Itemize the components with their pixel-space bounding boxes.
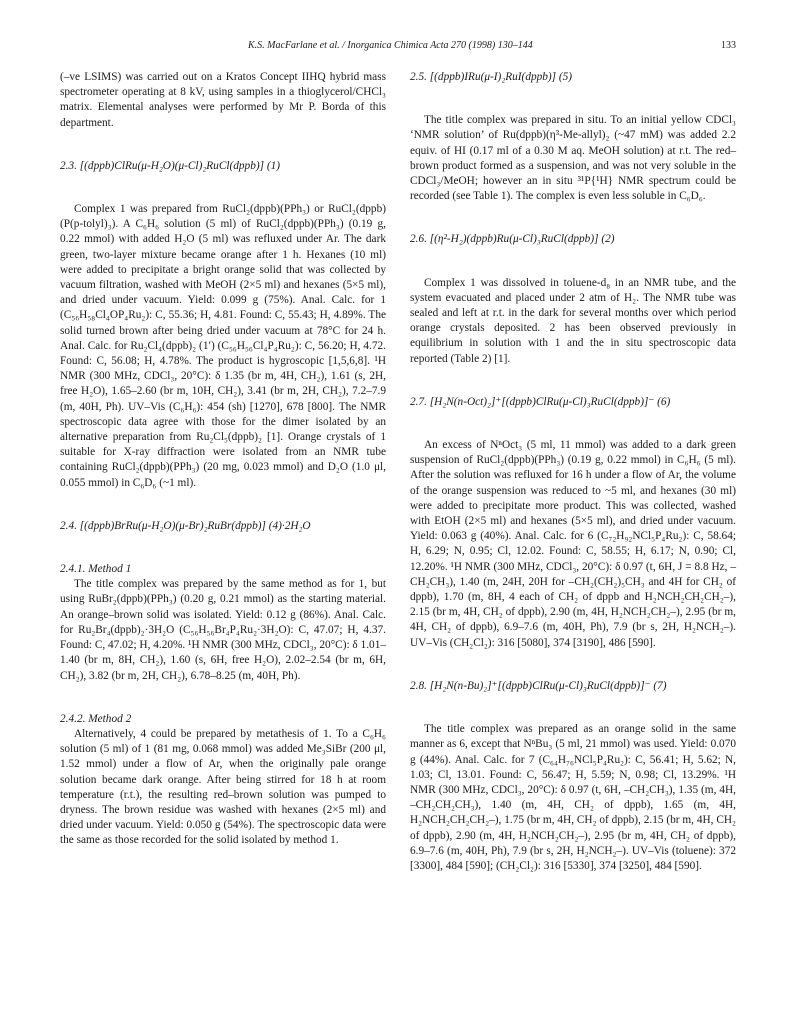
section-2-7-paragraph: An excess of NⁿOct₃ (5 ml, 11 mmol) was added to a dark green suspension of RuCl₂(dppb)(PPh₃) (0.19 g, 0.22 mmol) in C₆H₆ (5 ml). After the solution was refluxed for 16 h under a flow of Ar, the volume of the orange suspension was reduced to ~5 ml, and hexanes (30 ml) were added to precipitate more product. This was collected, washed with EtOH (2×5 ml) and hexanes (5×5 ml), and dried under vacuum. Yield: 0.063 g (40%). Anal. Calc. for 6 (C₇₂H₉₂NCl₅P₄Ru₂): C, 58.64; H, 6.29; N, 0.95; Cl, 12.02. Found: C, 58.55; H, 6.17; N, 0.90; Cl, 12.20%. ¹H NMR (300 MHz, CDCl₃, 20°C): δ 0.97 (t, 6H, J = 8.8 Hz, –CH₂CH₃), 1.40 (m, 24H, 20H for –CH₂(CH₂)₅CH₃ and 4H for CH₂ of dppb), 1.70 (m, 8H, 4 each of CH₂ of dppb and H₂NCH₂CH₂CH₂–), 2.15 (br m, 4H, CH₂ of dppb), 2.90 (m, 4H, H₂NCH₂CH₂–), 2.95 (br m, 4H, CH₂ of dppb), 6.9–7.6 (m, 40H, Ph), 7.9 (br s, 2H, H₂NCH₂–). UV–Vis (CH₂Cl₂): 316 [5080], 374 [3190], 486 [590]. (410, 439, 736, 649)
section-heading-2-6: 2.6. [(η²-H₂)(dppb)Ru(μ-Cl)₃RuCl(dppb)] (2) (410, 233, 615, 246)
left-column (60, 70, 386, 849)
page-number: 133 (721, 40, 736, 51)
intro-paragraph: (–ve LSIMS) was carried out on a Kratos Concept IIHQ hybrid mass spectrometer operating at 8 kV, using samples in a thioglycerol/CHCl₃ matrix. Elemental analyses were performed by Mr P. Borda of this department. (60, 71, 386, 129)
section-heading-2-3: 2.3. [(dppb)ClRu(μ-H₂O)(μ-Cl)₂RuCl(dppb)] (1) (60, 159, 280, 172)
section-2-8-paragraph: The title complex was prepared as an orange solid in the same manner as 6, except that NⁿBu₃ (5 ml, 21 mmol) was used. Yield: 0.070 g (44%). Anal. Calc. for 7 (C₆₄H₇₆NCl₅P₄Ru₂): C, 56.41; H, 5.62; N, 1.03; Cl, 13.01. Found: C, 56.47; H, 5.59; N, 0.98; Cl, 13.29%. ¹H NMR (300 MHz, CDCl₃, 20°C): δ 0.97 (t, 6H, –CH₂CH₃), 1.35 (m, 4H, –CH₂CH₂CH₃), 1.40 (m, 4H, CH₂ of dppb), 1.65 (m, 4H, H₂NCH₂CH₂CH₂–), 1.75 (br m, 4H, CH₂ of dppb), 2.15 (br m, 4H, CH₂ of dppb), 2.90 (m, 4H, H₂NCH₂CH₂–), 2.95 (br m, 4H, CH₂ of dppb), 6.9–7.6 (m, 40H, Ph), 7.9 (br s, 2H, H₂NCH₂–). UV–Vis (toluene): 372 [3300], 484 [590]; (CH₂Cl₂): 316 [5330], 374 [3250], 484 [590]. (410, 723, 736, 872)
section-2-6-paragraph: Complex 1 was dissolved in toluene-d₈ in an NMR tube, and the system evacuated and placed under 2 atm of H₂. The NMR tube was sealed and left at r.t. in the dark for several months over which period orange crystals deposited. 2 has been observed previously in equilibrium in solution with 1 and the in situ spectroscopic data reported (Table 2) [1]. (410, 276, 736, 365)
subsection-heading-2-4-2: 2.4.2. Method 2 (60, 712, 132, 725)
running-title: K.S. MacFarlane et al. / Inorganica Chimica Acta 270 (1998) 130–144 (248, 40, 533, 51)
section-heading-2-8: 2.8. [H₂N(n-Bu)₂]⁺[(dppb)ClRu(μ-Cl)₃RuCl(dppb)]⁻ (7) (410, 679, 667, 692)
method1-paragraph: The title complex was prepared by the same method as for 1, but using RuBr₂(dppb)(PPh₃) (0.20 g, 0.21 mmol) as the starting material. An orange–brown solid was isolated. Yield: 0.12 g (86%). Anal. Calc. for Ru₂Br₄(dppb)₂·3H₂O (C₅₆H₅₆Br₄P₄Ru₂·3H₂O): C, 47.07; H, 4.37. Found: C, 47.02; H, 4.20%. ¹H NMR (300 MHz, CDCl₃, 20°C): δ 1.01–1.40 (br m, 8H, CH₂), 1.60 (s, 6H, free H₂O), 2.02–2.54 (br m, 6H, CH₂), 3.82 (br m, 2H, CH₂), 6.78–8.25 (m, 40H, Ph). (60, 578, 386, 682)
section-2-3-paragraph: Complex 1 was prepared from RuCl₂(dppb)(PPh₃) or RuCl₂(dppb)(P(p-tolyl)₃). A C₆H₆ solution (5 ml) of RuCl₂(dppb)(PPh₃) (0.19 g, 0.22 mmol) with added H₂O (5 ml) was refluxed under Ar. The dark green, two-layer mixture became orange after 1 h. Hexanes (10 ml) were added to precipitate a bright orange solid that was collected by vacuum filtration, washed with MeOH (2×5 ml) and hexanes (5×5 ml), and dried under vacuum. Yield: 0.099 g (75%). Anal. Calc. for 1 (C₅₆H₅₈Cl₄OP₄Ru₂): C, 55.36; H, 4.81. Found: C, 55.43; H, 4.89%. The solid turned brown after being dried under vacuum at 78°C for 24 h. Anal. Calc. for Ru₂Cl₄(dppb)₂ (1′) (C₅₆H₅₆Cl₄P₄Ru₂): C, 56.20; H, 4.72. Found: C, 56.08; H, 4.78%. The product is hygroscopic [1,5,6,8]. ¹H NMR (300 MHz, CDCl₃, 20°C): δ 1.35 (br m, 4H, CH₂), 1.61 (s, 2H, free H₂O), 1.65–2.60 (br m, 10H, CH₂), 3.41 (br m, 2H, CH₂), 7.2–7.9 (m, 40H, Ph). UV–Vis (C₆H₆): 454 (sh) [1270], 678 [800]. The NMR spectroscopic data agree with those for the dimer isolated by an alternative preparation from Ru₂Cl₅(dppb)₂ [1]. Orange crystals of 1 suitable for X-ray diffraction were isolated from an NMR tube containing RuCl₂(dppb)(PPh₃) (20 mg, 0.023 mmol) and D₂O (1.0 μl, 0.055 mmol) in C₆D₆ (~1 ml). (60, 203, 386, 489)
section-heading-2-5: 2.5. [(dppb)IRu(μ-I)₂RuI(dppb)] (5) (410, 71, 573, 83)
section-2-5-paragraph: The title complex was prepared in situ. To an initial yellow CDCl₃ ‘NMR solution’ of Ru(dppb)(η³-Me-allyl)₂ (~47 mM) was added 2.2 equiv. of HI (0.17 ml of a 0.30 M aq. MeOH solution) at r.t. The red–brown product formed as a suspension, and was not very soluble in the CDCl₃/MeOH; however an in situ ³¹P{¹H} NMR spectrum could be recorded (see Table 1). The complex is even less soluble in C₆D₆. (410, 114, 736, 203)
section-heading-2-4: 2.4. [(dppb)BrRu(μ-H₂O)(μ-Br)₂RuBr(dppb)] (4)·2H₂O (60, 519, 311, 532)
method2-paragraph: Alternatively, 4 could be prepared by metathesis of 1. To a C₆H₆ solution (5 ml) of 1 (81 mg, 0.068 mmol) was added Me₃SiBr (200 μl, 1.52 mmol) under a flow of Ar, when the originally pale orange solution became dark orange. After being stirred for 18 h at room temperature (r.t.), the resulting red–brown solution was pumped to dryness. The brown residue was washed with hexanes (2×5 ml) and dried under vacuum. Yield: 0.050 g (54%). The spectroscopic data were the same as those recorded for the solid isolated by method 1. (60, 727, 386, 847)
subsection-heading-2-4-1: 2.4.1. Method 1 (60, 563, 132, 576)
right-column (410, 70, 736, 874)
section-heading-2-7: 2.7. [H₂N(n-Oct)₂]⁺[(dppb)ClRu(μ-Cl)₃RuCl(dppb)]⁻ (6) (410, 395, 671, 408)
